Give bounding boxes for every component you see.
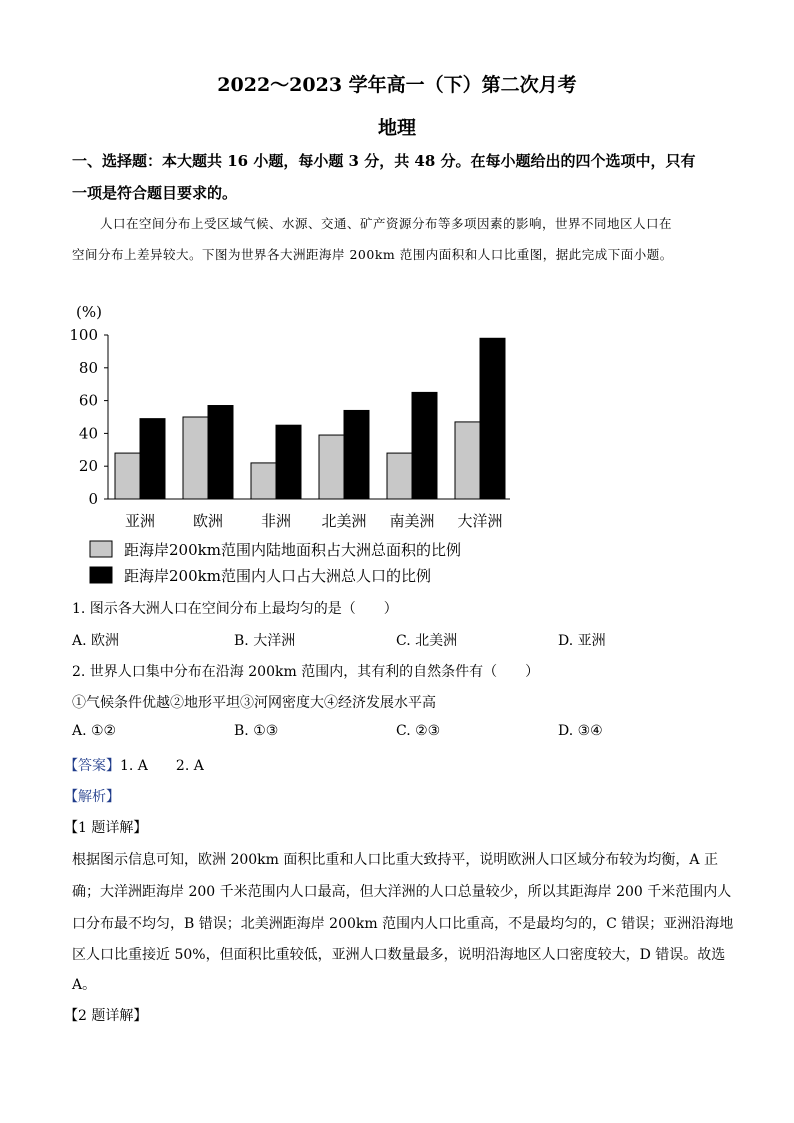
y-tick-label: 40 bbox=[78, 424, 98, 443]
answer-tag: 【答案】 bbox=[64, 758, 120, 774]
intro-line2: 空间分布上差异较大。下图为世界各大洲距海岸 200km 范围内面积和人口比重图，据此完成下面小题。 bbox=[72, 247, 673, 262]
detail-1-line-2: 确；大洋洲距海岸 200 千米范围内人口最高，但大洋洲的人口总量较少，所以其距海岸 200 千米范围内人 bbox=[72, 884, 732, 900]
analysis-tag: 【解析】 bbox=[64, 789, 120, 805]
y-tick-label: 80 bbox=[78, 358, 98, 377]
answer-line bbox=[64, 755, 204, 775]
x-category-label: 非洲 bbox=[260, 512, 292, 530]
legend-label: 距海岸200km范围内人口占大洲总人口的比例 bbox=[124, 567, 431, 585]
y-unit-label: (%) bbox=[76, 303, 102, 321]
question-1-option-a: A. 欧洲 bbox=[72, 633, 120, 649]
question-2-option-a: A. ①② bbox=[72, 723, 117, 739]
answer-text: 1. A 2. A bbox=[120, 758, 204, 774]
y-tick-label: 60 bbox=[78, 391, 98, 410]
detail-2-tag: 【2 题详解】 bbox=[64, 1008, 148, 1024]
question-1-stem: 1. 图示各大洲人口在空间分布上最均匀的是（ ） bbox=[72, 601, 398, 617]
question-2-option-c: C. ②③ bbox=[396, 723, 441, 739]
bar-area-ratio bbox=[251, 463, 276, 499]
legend-swatch bbox=[90, 541, 112, 557]
x-category-label: 亚洲 bbox=[124, 512, 156, 530]
bar-population-ratio bbox=[276, 425, 301, 499]
question-1-option-d: D. 亚洲 bbox=[558, 633, 606, 649]
bar-chart bbox=[60, 295, 520, 595]
intro-line1: 人口在空间分布上受区域气候、水源、交通、矿产资源分布等多项因素的影响，世界不同地区人口在 bbox=[100, 216, 673, 231]
x-category-label: 南美洲 bbox=[389, 512, 435, 530]
bar-population-ratio bbox=[140, 419, 165, 499]
legend-label: 距海岸200km范围内陆地面积占大洲总面积的比例 bbox=[124, 541, 461, 559]
detail-1-line-4: 区人口比重接近 50%，但面积比重较低，亚洲人口数量最多，说明沿海地区人口密度较大，D 错误。故选 bbox=[72, 947, 726, 963]
question-2-conditions: ①气候条件优越②地形平坦③河网密度大④经济发展水平高 bbox=[72, 695, 436, 711]
detail-1-tag: 【1 题详解】 bbox=[64, 820, 148, 836]
question-2-stem: 2. 世界人口集中分布在沿海 200km 范围内，其有利的自然条件有（ ） bbox=[72, 664, 540, 680]
bar-area-ratio bbox=[387, 453, 412, 499]
subject-title: 地理 bbox=[377, 117, 416, 139]
detail-1-line-3: 口分布最不均匀，B 错误；北美洲距海岸 200km 范围内人口比重高，不是最均匀的，C 错误；亚洲沿海地 bbox=[72, 916, 734, 932]
question-1-option-c: C. 北美洲 bbox=[396, 633, 458, 649]
bar-area-ratio bbox=[115, 453, 140, 499]
question-2-option-d: D. ③④ bbox=[558, 723, 603, 739]
bar-area-ratio bbox=[319, 435, 344, 499]
bar-population-ratio bbox=[208, 406, 233, 499]
bar-area-ratio bbox=[183, 417, 208, 499]
section-heading-line2: 一项是符合题目要求的。 bbox=[72, 184, 238, 202]
bar-area-ratio bbox=[455, 422, 480, 499]
x-category-label: 北美洲 bbox=[321, 512, 367, 530]
detail-1-line-1: 根据图示信息可知，欧洲 200km 面积比重和人口比重大致持平，说明欧洲人口区域分布较为均衡，A 正 bbox=[72, 852, 718, 868]
page-title: 2022～2023 学年高一（下）第二次月考 bbox=[217, 74, 577, 96]
section-heading-line1: 一、选择题：本大题共 16 小题，每小题 3 分，共 48 分。在每小题给出的四个选项中，只有 bbox=[72, 152, 696, 170]
y-tick-label: 100 bbox=[69, 326, 98, 344]
x-category-label: 欧洲 bbox=[192, 512, 224, 530]
question-1-option-b: B. 大洋洲 bbox=[234, 633, 296, 649]
bar-population-ratio bbox=[412, 392, 437, 499]
question-2-option-b: B. ①③ bbox=[234, 723, 279, 739]
detail-1-line-5: A。 bbox=[72, 977, 97, 993]
legend-swatch bbox=[90, 567, 112, 583]
bar-population-ratio bbox=[344, 410, 369, 499]
y-tick-label: 20 bbox=[78, 457, 98, 476]
y-tick-label: 0 bbox=[88, 490, 98, 508]
x-category-label: 大洋洲 bbox=[457, 512, 503, 530]
bar-population-ratio bbox=[480, 338, 505, 499]
